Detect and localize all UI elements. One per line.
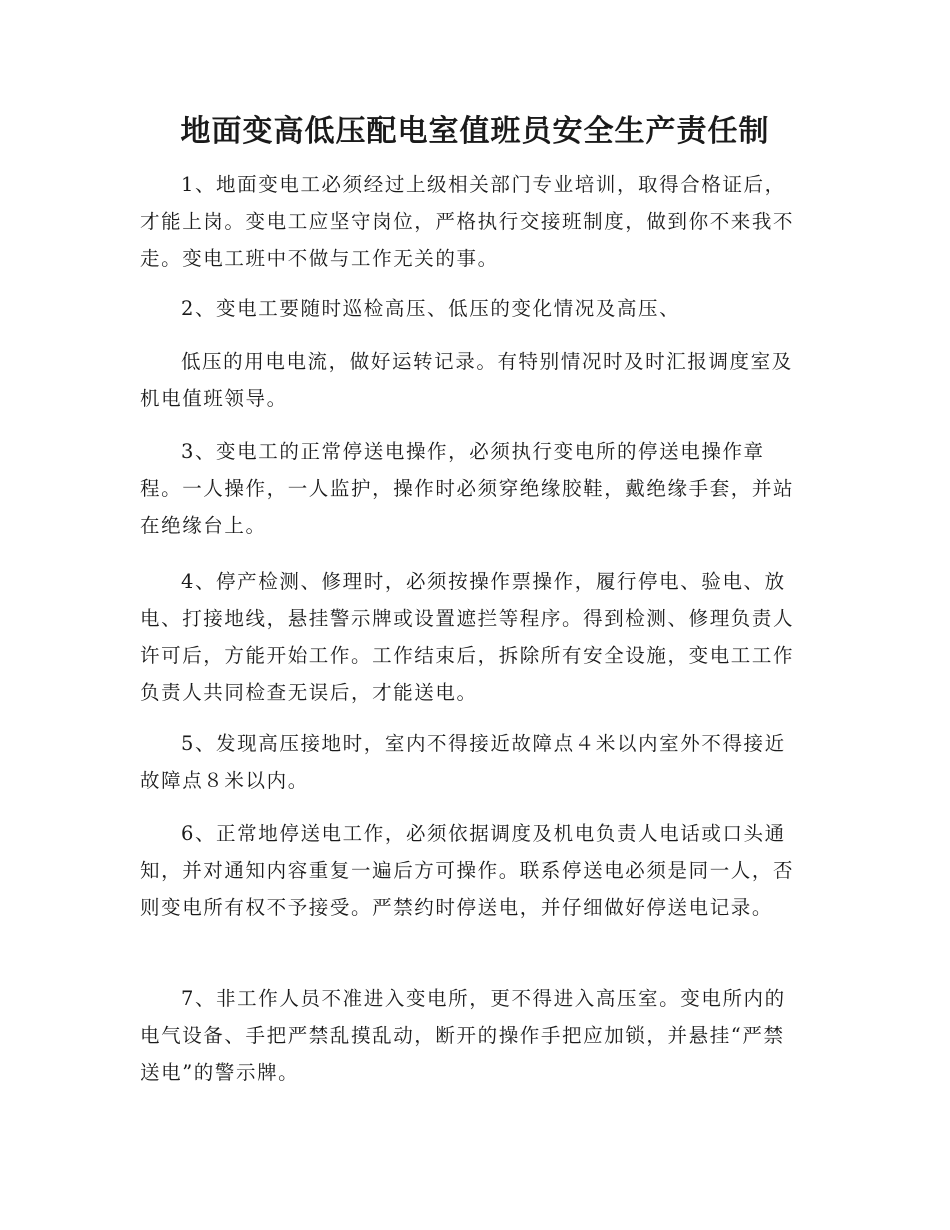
paragraph-1: 1、地面变电工必须经过上级相关部门专业培训，取得合格证后，才能上岗。变电工应坚守岗位，严格执行交接班制度，做到你不来我不走。变电工班中不做与工作无关的事。: [140, 173, 795, 270]
paragraph-7: 7、非工作人员不准进入变电所，更不得进入高压室。变电所内的电气设备、手把严禁乱摸乱动，断开的操作手把应加锁，并悬挂“严禁送电”的警示牌。: [140, 987, 786, 1084]
paragraph-3: 3、变电工的正常停送电操作，必须执行变电所的停送电操作章程。一人操作，一人监护，操作时必须穿绝缘胶鞋，戴绝缘手套，并站在绝缘台上。: [140, 440, 795, 537]
paragraph-2-line-1: 2、变电工要随时巡检高压、低压的变化情况及高压、: [180, 297, 681, 320]
paragraph-4: 4、停产检测、修理时，必须按操作票操作，履行停电、验电、放电、打接地线，悬挂警示牌或设置遮拦等程序。得到检测、修理负责人许可后，方能开始工作。工作结束后，拆除所有安全设施，变电工工作负责人共同检查无误后，才能送电。: [140, 570, 795, 704]
document-title: 地面变高低压配电室值班员安全生产责任制: [180, 114, 770, 149]
paragraph-2-line-2: 低压的用电电流，做好运转记录。有特别情况时及时汇报调度室及机电值班领导。: [140, 350, 793, 410]
paragraph-5: 5、发现高压接地时，室内不得接近故障点４米以内室外不得接近故障点８米以内。: [140, 732, 786, 792]
paragraph-6: 6、正常地停送电工作，必须依据调度及机电负责人电话或口头通知，并对通知内容重复一遍后方可操作。联系停送电必须是同一人，否则变电所有权不予接受。严禁约时停送电，并仔细做好停送电记录。: [140, 822, 795, 919]
